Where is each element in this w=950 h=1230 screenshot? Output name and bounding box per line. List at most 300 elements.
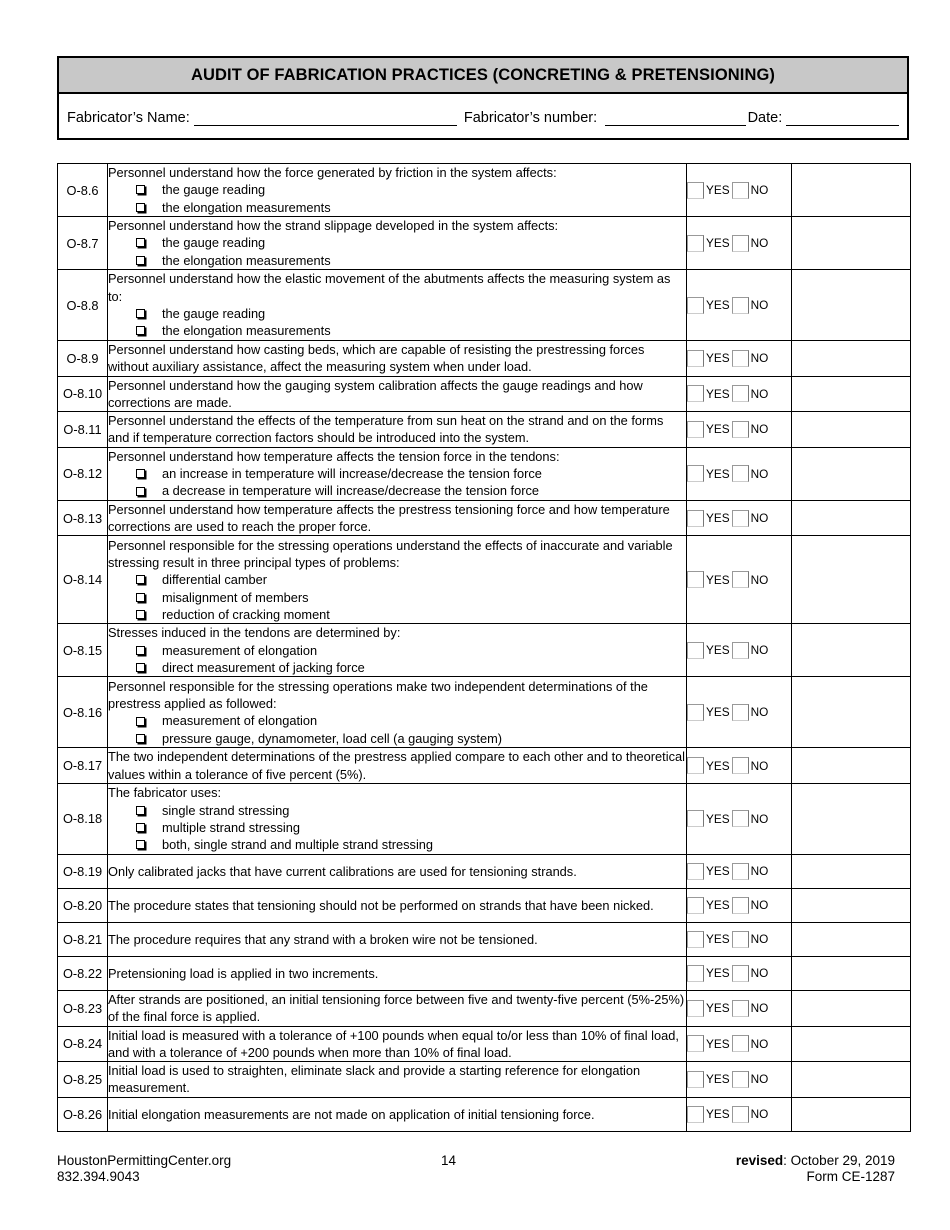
yes-no-group: [687, 757, 791, 774]
no-checkbox[interactable]: [732, 182, 749, 199]
bullet-box-icon: [136, 663, 145, 672]
bullet-text: reduction of cracking moment: [162, 606, 330, 622]
no-label: NO: [750, 758, 769, 773]
yes-label: YES: [706, 466, 730, 481]
bullet-box-icon: [136, 309, 145, 318]
no-checkbox[interactable]: [732, 385, 749, 402]
yes-checkbox[interactable]: [687, 757, 704, 774]
audit-row: [58, 748, 911, 784]
form-id: Form CE-1287: [806, 1169, 895, 1184]
no-checkbox[interactable]: [732, 421, 749, 438]
bullet-box-icon: [136, 593, 145, 602]
item-description-cell: [108, 922, 687, 956]
fabricator-number-field[interactable]: [605, 111, 745, 126]
no-checkbox[interactable]: [732, 757, 749, 774]
item-description: Personnel understand how the strand slippage developed in the system affects:: [108, 218, 559, 234]
yes-checkbox[interactable]: [687, 931, 704, 948]
checklist-bullet: [108, 659, 686, 676]
audit-row: [58, 677, 911, 748]
yes-no-cell: [687, 748, 792, 784]
yes-no-cell: [687, 1026, 792, 1062]
no-label: NO: [750, 422, 769, 437]
item-code: O-8.21: [58, 922, 108, 956]
item-code: O-8.26: [58, 1097, 108, 1131]
bullet-box-icon: [136, 203, 145, 212]
item-description: Stresses induced in the tendons are determined by:: [108, 625, 401, 641]
checklist-bullet: [108, 181, 686, 198]
audit-row: [58, 217, 911, 270]
no-label: NO: [750, 236, 769, 250]
item-code: O-8.23: [58, 990, 108, 1026]
no-label: NO: [750, 1001, 769, 1016]
yes-label: YES: [706, 705, 730, 720]
item-description: Initial load is used to straighten, eliminate slack and provide a starting reference for elongation measurement.: [108, 1063, 641, 1096]
checklist-bullet: [108, 482, 686, 499]
yes-checkbox[interactable]: [687, 863, 704, 880]
fabricator-info-row: [59, 94, 907, 142]
comments-cell[interactable]: [792, 412, 911, 448]
item-description: Personnel understand how the elastic movement of the abutments affects the measuring system as to:: [108, 271, 671, 304]
yes-no-group: [687, 965, 791, 982]
comments-cell[interactable]: [792, 1097, 911, 1131]
yes-label: YES: [706, 758, 730, 773]
item-code: O-8.16: [58, 677, 108, 748]
yes-label: YES: [706, 511, 730, 526]
date-field[interactable]: [786, 111, 899, 126]
yes-checkbox[interactable]: [687, 182, 704, 199]
yes-checkbox[interactable]: [687, 810, 704, 827]
no-label: NO: [750, 1072, 769, 1087]
no-label: NO: [750, 932, 769, 947]
item-description-cell: [108, 1026, 687, 1062]
yes-no-cell: [687, 888, 792, 922]
comments-cell[interactable]: [792, 783, 911, 854]
checklist-bullet: [108, 730, 686, 747]
bullet-box-icon: [136, 238, 145, 247]
no-label: NO: [750, 898, 769, 913]
no-label: NO: [750, 511, 769, 526]
item-description: Initial elongation measurements are not made on application of initial tensioning force.: [108, 1106, 595, 1122]
yes-checkbox[interactable]: [687, 465, 704, 482]
comments-cell[interactable]: [792, 376, 911, 412]
bullet-box-icon: [136, 256, 145, 265]
item-description-cell: [108, 956, 687, 990]
yes-label: YES: [706, 811, 730, 826]
no-label: NO: [750, 386, 769, 401]
comments-cell[interactable]: [792, 341, 911, 377]
item-code: O-8.11: [58, 412, 108, 448]
bullet-text: misalignment of members: [162, 589, 309, 605]
yes-no-group: [687, 235, 791, 252]
yes-no-cell: [687, 922, 792, 956]
bullet-text: the gauge reading: [162, 306, 266, 321]
item-code: O-8.8: [58, 270, 108, 341]
item-description-cell: [108, 888, 687, 922]
yes-checkbox[interactable]: [687, 385, 704, 402]
yes-label: YES: [706, 932, 730, 947]
yes-checkbox[interactable]: [687, 704, 704, 721]
yes-no-cell: [687, 270, 792, 341]
date-label: Date:: [747, 110, 783, 126]
item-description: Personnel understand the effects of the temperature from sun heat on the strand and on the forms and if temperature correction factors should be introduced into the system.: [108, 413, 664, 446]
yes-label: YES: [706, 1107, 730, 1122]
bullet-text: single strand stressing: [162, 802, 290, 818]
no-checkbox[interactable]: [732, 931, 749, 948]
yes-no-group: [687, 642, 791, 659]
yes-checkbox[interactable]: [687, 642, 704, 659]
item-description: Personnel understand how temperature affects the prestress tensioning force and how temperature corrections are used to reach the proper force.: [108, 501, 670, 535]
item-code: O-8.18: [58, 783, 108, 854]
comments-cell[interactable]: [792, 888, 911, 922]
checklist-bullet: [108, 465, 686, 482]
yes-no-group: [687, 385, 791, 402]
yes-no-group: [687, 1106, 791, 1123]
no-checkbox[interactable]: [732, 965, 749, 982]
yes-no-cell: [687, 341, 792, 377]
yes-no-group: [687, 350, 791, 367]
checklist-bullet: [108, 819, 686, 836]
yes-label: YES: [706, 386, 730, 401]
no-label: NO: [750, 643, 769, 658]
fabricator-name-field[interactable]: [194, 111, 457, 126]
bullet-box-icon: [136, 185, 145, 194]
checklist-bullet: [108, 305, 686, 322]
yes-no-cell: [687, 536, 792, 624]
page-number: 14: [441, 1153, 457, 1168]
no-label: NO: [750, 466, 769, 481]
item-description-cell: [108, 1097, 687, 1131]
yes-checkbox[interactable]: [687, 965, 704, 982]
bullet-text: an increase in temperature will increase/decrease the tension force: [162, 466, 542, 482]
item-code: O-8.22: [58, 956, 108, 990]
revised-label: revised: [735, 1153, 784, 1168]
yes-no-group: [687, 421, 791, 438]
item-description: Personnel understand how the force generated by friction in the system affects:: [108, 165, 557, 181]
item-description-cell: [108, 270, 687, 341]
comments-cell[interactable]: [792, 164, 911, 217]
comments-cell[interactable]: [792, 990, 911, 1026]
item-code: O-8.14: [58, 536, 108, 624]
yes-no-group: [687, 297, 791, 314]
bullet-text: the gauge reading: [162, 182, 266, 198]
audit-row: [58, 1026, 911, 1062]
audit-row: [58, 1097, 911, 1131]
no-label: NO: [750, 864, 769, 879]
yes-checkbox[interactable]: [687, 897, 704, 914]
bullet-box-icon: [136, 823, 145, 832]
bullet-box-icon: [136, 840, 145, 849]
comments-cell[interactable]: [792, 536, 911, 624]
yes-checkbox[interactable]: [687, 1071, 704, 1088]
yes-checkbox[interactable]: [687, 1035, 704, 1052]
yes-label: YES: [706, 864, 730, 879]
item-description-cell: [108, 536, 687, 624]
item-description: Only calibrated jacks that have current calibrations are used for tensioning strands.: [108, 863, 577, 879]
yes-checkbox[interactable]: [687, 235, 704, 252]
bullet-box-icon: [136, 326, 145, 335]
item-description-cell: [108, 854, 687, 888]
checklist-bullet: [108, 252, 686, 269]
checklist-bullet: [108, 606, 686, 623]
yes-no-cell: [687, 1062, 792, 1098]
yes-no-cell: [687, 624, 792, 677]
item-description-cell: [108, 1062, 687, 1098]
item-description: Personnel understand how casting beds, which are capable of resisting the prestressing forces without auxiliary assistance, affect the measuring system when under load.: [108, 342, 645, 375]
item-description-cell: [108, 748, 687, 784]
no-label: NO: [750, 572, 769, 587]
audit-row: [58, 956, 911, 990]
item-description-cell: [108, 217, 687, 270]
yes-no-cell: [687, 990, 792, 1026]
no-label: NO: [750, 966, 769, 981]
bullet-text: both, single strand and multiple strand stressing: [162, 837, 434, 853]
bullet-text: the elongation measurements: [162, 252, 331, 268]
form-header: [57, 56, 909, 140]
bullet-text: measurement of elongation: [162, 713, 318, 729]
bullet-box-icon: [136, 734, 145, 743]
bullet-text: pressure gauge, dynamometer, load cell (a gauging system): [162, 730, 503, 746]
audit-row: [58, 341, 911, 377]
yes-no-group: [687, 897, 791, 914]
yes-label: YES: [706, 1072, 730, 1087]
yes-label: YES: [706, 298, 730, 312]
item-description: The procedure states that tensioning should not be performed on strands that have been nicked.: [108, 897, 654, 913]
bullet-text: direct measurement of jacking force: [162, 660, 365, 676]
bullet-box-icon: [136, 610, 145, 619]
comments-cell[interactable]: [792, 500, 911, 536]
yes-label: YES: [706, 898, 730, 913]
audit-row: [58, 376, 911, 412]
yes-label: YES: [706, 572, 730, 587]
checklist-bullet: [108, 571, 686, 588]
bullet-text: measurement of elongation: [162, 642, 318, 658]
yes-no-cell: [687, 956, 792, 990]
audit-row: [58, 624, 911, 677]
form-title: AUDIT OF FABRICATION PRACTICES (CONCRETING & PRETENSIONING): [59, 58, 907, 94]
yes-no-group: [687, 810, 791, 827]
item-code: O-8.13: [58, 500, 108, 536]
yes-label: YES: [706, 351, 730, 366]
comments-cell[interactable]: [792, 1026, 911, 1062]
item-code: O-8.24: [58, 1026, 108, 1062]
item-description: Pretensioning load is applied in two increments.: [108, 965, 379, 981]
yes-no-group: [687, 1035, 791, 1052]
checklist-bullet: [108, 712, 686, 729]
item-description: The procedure requires that any strand with a broken wire not be tensioned.: [108, 931, 538, 947]
yes-no-cell: [687, 217, 792, 270]
footer-website: HoustonPermittingCenter.org: [57, 1153, 232, 1168]
yes-checkbox[interactable]: [687, 571, 704, 588]
yes-no-group: [687, 182, 791, 199]
comments-cell[interactable]: [792, 270, 911, 341]
yes-no-group: [687, 704, 791, 721]
fabricator-name-label: Fabricator’s Name:: [67, 110, 190, 126]
item-code: O-8.12: [58, 447, 108, 500]
no-checkbox[interactable]: [732, 1071, 749, 1088]
no-label: NO: [750, 1107, 769, 1122]
item-description-cell: [108, 500, 687, 536]
yes-no-group: [687, 1071, 791, 1088]
item-code: O-8.10: [58, 376, 108, 412]
yes-label: YES: [706, 183, 730, 197]
audit-row: [58, 270, 911, 341]
yes-no-cell: [687, 783, 792, 854]
item-code: O-8.7: [58, 217, 108, 270]
yes-label: YES: [706, 1001, 730, 1016]
yes-no-cell: [687, 412, 792, 448]
audit-row: [58, 888, 911, 922]
yes-label: YES: [706, 422, 730, 437]
bullet-box-icon: [136, 806, 145, 815]
yes-label: YES: [706, 1036, 730, 1051]
item-code: O-8.15: [58, 624, 108, 677]
yes-no-cell: [687, 447, 792, 500]
yes-checkbox[interactable]: [687, 297, 704, 314]
no-label: NO: [750, 705, 769, 720]
checklist-bullet: [108, 836, 686, 853]
item-description: Personnel responsible for the stressing operations understand the effects of inaccurate and variable stressing result in three principal types of problems:: [108, 537, 673, 570]
comments-cell[interactable]: [792, 748, 911, 784]
yes-checkbox[interactable]: [687, 350, 704, 367]
yes-checkbox[interactable]: [687, 1000, 704, 1017]
comments-cell[interactable]: [792, 956, 911, 990]
no-checkbox[interactable]: [732, 810, 749, 827]
no-checkbox[interactable]: [732, 1035, 749, 1052]
item-description: The fabricator uses:: [108, 785, 222, 801]
audit-row: [58, 164, 911, 217]
comments-cell[interactable]: [792, 447, 911, 500]
audit-row: [58, 1062, 911, 1098]
item-code: O-8.6: [58, 164, 108, 217]
audit-checklist-table: [57, 163, 911, 1132]
yes-label: YES: [706, 966, 730, 981]
item-description-cell: [108, 376, 687, 412]
checklist-bullet: [108, 802, 686, 819]
footer-phone: 832.394.9043: [57, 1169, 140, 1184]
audit-row: [58, 412, 911, 448]
item-description-cell: [108, 783, 687, 854]
item-code: O-8.9: [58, 341, 108, 377]
yes-no-group: [687, 465, 791, 482]
item-description-cell: [108, 447, 687, 500]
no-checkbox[interactable]: [732, 235, 749, 252]
item-description-cell: [108, 164, 687, 217]
bullet-box-icon: [136, 469, 145, 478]
comments-cell[interactable]: [792, 922, 911, 956]
yes-checkbox[interactable]: [687, 421, 704, 438]
no-checkbox[interactable]: [732, 642, 749, 659]
yes-no-group: [687, 510, 791, 527]
comments-cell[interactable]: [792, 624, 911, 677]
yes-no-group: [687, 931, 791, 948]
no-checkbox[interactable]: [732, 704, 749, 721]
bullet-text: the elongation measurements: [162, 323, 331, 339]
yes-label: YES: [706, 643, 730, 658]
item-description: After strands are positioned, an initial tensioning force between five and twenty-five percent (5%-25%) of the final force is applied.: [108, 991, 685, 1025]
no-checkbox[interactable]: [732, 510, 749, 527]
yes-no-group: [687, 863, 791, 880]
no-label: NO: [750, 183, 769, 197]
yes-label: YES: [706, 236, 730, 250]
bullet-text: a decrease in temperature will increase/decrease the tension force: [162, 483, 540, 499]
item-description: Personnel understand how temperature affects the tension force in the tendons:: [108, 448, 560, 464]
checklist-bullet: [108, 199, 686, 216]
item-description-cell: [108, 990, 687, 1026]
no-checkbox[interactable]: [732, 1106, 749, 1123]
bullet-box-icon: [136, 646, 145, 655]
audit-row: [58, 854, 911, 888]
item-code: O-8.20: [58, 888, 108, 922]
bullet-box-icon: [136, 487, 145, 496]
checklist-bullet: [108, 234, 686, 251]
checklist-bullet: [108, 322, 686, 339]
item-description: Initial load is measured with a tolerance of +100 pounds when equal to/or less than 10% of final load, and with a tolerance of +200 pounds when more than 10% of final load.: [108, 1027, 679, 1060]
item-code: O-8.19: [58, 854, 108, 888]
no-checkbox[interactable]: [732, 897, 749, 914]
audit-row: [58, 447, 911, 500]
no-checkbox[interactable]: [732, 1000, 749, 1017]
no-checkbox[interactable]: [732, 863, 749, 880]
item-description-cell: [108, 624, 687, 677]
comments-cell[interactable]: [792, 854, 911, 888]
no-checkbox[interactable]: [732, 297, 749, 314]
yes-no-group: [687, 571, 791, 588]
yes-no-cell: [687, 164, 792, 217]
bullet-text: multiple strand stressing: [162, 819, 300, 835]
no-label: NO: [750, 1036, 769, 1051]
item-description-cell: [108, 412, 687, 448]
item-description: Personnel understand how the gauging system calibration affects the gauge readings and how corrections are made.: [108, 377, 643, 410]
no-checkbox[interactable]: [732, 571, 749, 588]
no-checkbox[interactable]: [732, 465, 749, 482]
item-description-cell: [108, 341, 687, 377]
checklist-bullet: [108, 589, 686, 606]
yes-no-group: [687, 1000, 791, 1017]
revised-date: : October 29, 2019: [783, 1153, 895, 1168]
comments-cell[interactable]: [792, 1062, 911, 1098]
yes-checkbox[interactable]: [687, 510, 704, 527]
item-description: Personnel responsible for the stressing operations make two independent determinations of the prestress applied as followed:: [108, 678, 648, 712]
bullet-box-icon: [136, 575, 145, 584]
no-label: NO: [750, 351, 769, 366]
bullet-box-icon: [136, 717, 145, 726]
item-description-cell: [108, 677, 687, 748]
yes-no-cell: [687, 854, 792, 888]
audit-row: [58, 783, 911, 854]
item-code: O-8.25: [58, 1062, 108, 1098]
yes-no-cell: [687, 500, 792, 536]
item-description: The two independent determinations of the prestress applied compare to each other and to theoretical values within a tolerance of five percent (5%).: [108, 749, 685, 782]
bullet-text: differential camber: [162, 572, 268, 588]
fabricator-number-label: Fabricator’s number:: [463, 110, 598, 126]
comments-cell[interactable]: [792, 677, 911, 748]
checklist-bullet: [108, 642, 686, 659]
no-label: NO: [750, 298, 769, 312]
bullet-text: the elongation measurements: [162, 199, 331, 215]
no-checkbox[interactable]: [732, 350, 749, 367]
item-code: O-8.17: [58, 748, 108, 784]
audit-row: [58, 990, 911, 1026]
no-label: NO: [750, 811, 769, 826]
audit-row: [58, 922, 911, 956]
yes-no-cell: [687, 1097, 792, 1131]
audit-row: [58, 536, 911, 624]
yes-no-cell: [687, 677, 792, 748]
comments-cell[interactable]: [792, 217, 911, 270]
yes-checkbox[interactable]: [687, 1106, 704, 1123]
bullet-text: the gauge reading: [162, 235, 266, 251]
yes-no-cell: [687, 376, 792, 412]
